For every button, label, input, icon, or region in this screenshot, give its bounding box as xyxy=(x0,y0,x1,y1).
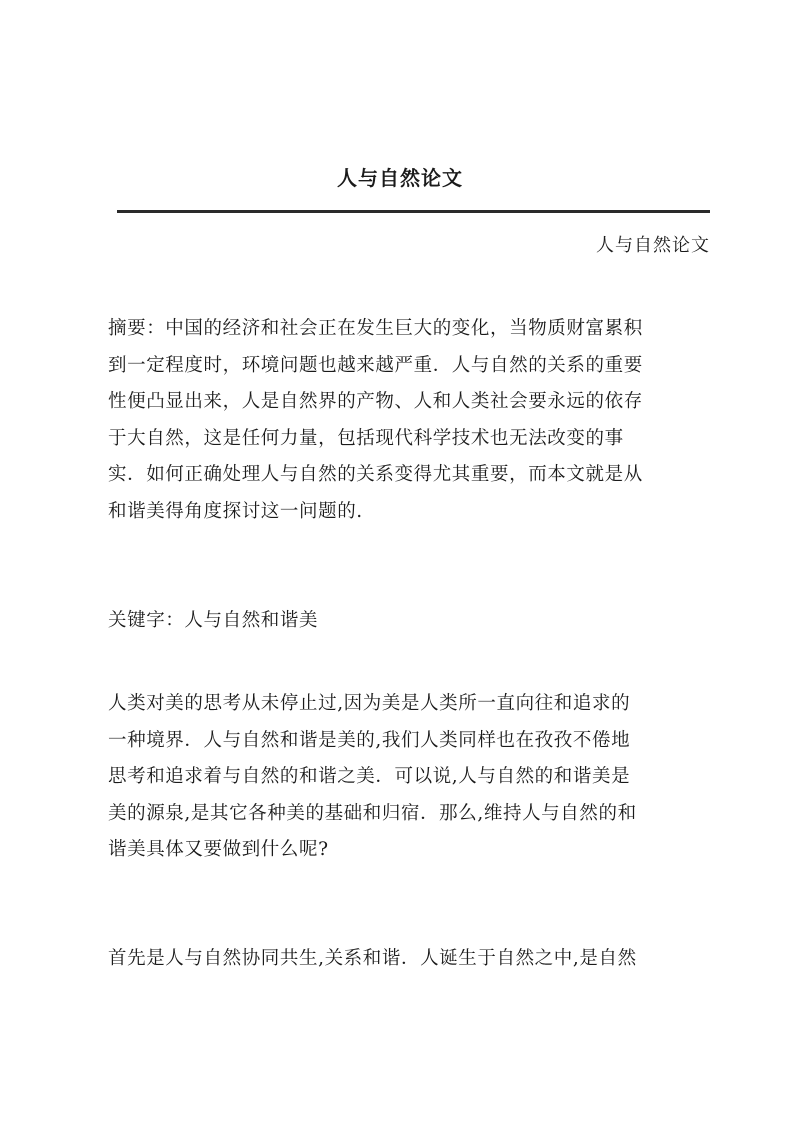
intro-line: 一种境界．人与自然和谐是美的,我们人类同样也在孜孜不倦地 xyxy=(108,729,631,751)
abstract-paragraph xyxy=(108,311,712,530)
intro-line: 美的源泉,是其它各种美的基础和归宿．那么,维持人与自然的和 xyxy=(108,802,637,824)
first-point-paragraph xyxy=(108,941,712,978)
document-title: 人与自然论文 xyxy=(337,166,463,190)
abstract-line: 于大自然，这是任何力量，包括现代科学技术也无法改变的事 xyxy=(108,427,624,449)
keywords-paragraph xyxy=(108,603,712,640)
document-subtitle: 人与自然论文 xyxy=(596,235,710,256)
intro-line: 谐美具体又要做到什么呢? xyxy=(108,839,329,860)
keywords-line: 关键字：人与自然和谐美 xyxy=(108,610,319,631)
intro-paragraph xyxy=(108,686,712,869)
abstract-line: 实．如何正确处理人与自然的关系变得尤其重要，而本文就是从 xyxy=(108,464,643,485)
abstract-line: 性便凸显出来，人是自然界的产物、人和人类社会要永远的依存 xyxy=(108,391,643,412)
abstract-line: 到一定程度时，环境问题也越来越严重．人与自然的关系的重要 xyxy=(108,354,643,376)
intro-line: 思考和追求着与自然的和谐之美．可以说,人与自然的和谐美是 xyxy=(108,766,631,787)
title-divider xyxy=(117,210,710,213)
first-point-line: 首先是人与自然协同共生,关系和谐．人诞生于自然之中,是自然 xyxy=(108,948,637,969)
abstract-line: 摘要：中国的经济和社会正在发生巨大的变化，当物质财富累积 xyxy=(108,318,643,339)
abstract-line: 和谐美得角度探讨这一问题的. xyxy=(108,500,363,522)
intro-line: 人类对美的思考从未停止过,因为美是人类所一直向往和追求的 xyxy=(108,693,631,714)
